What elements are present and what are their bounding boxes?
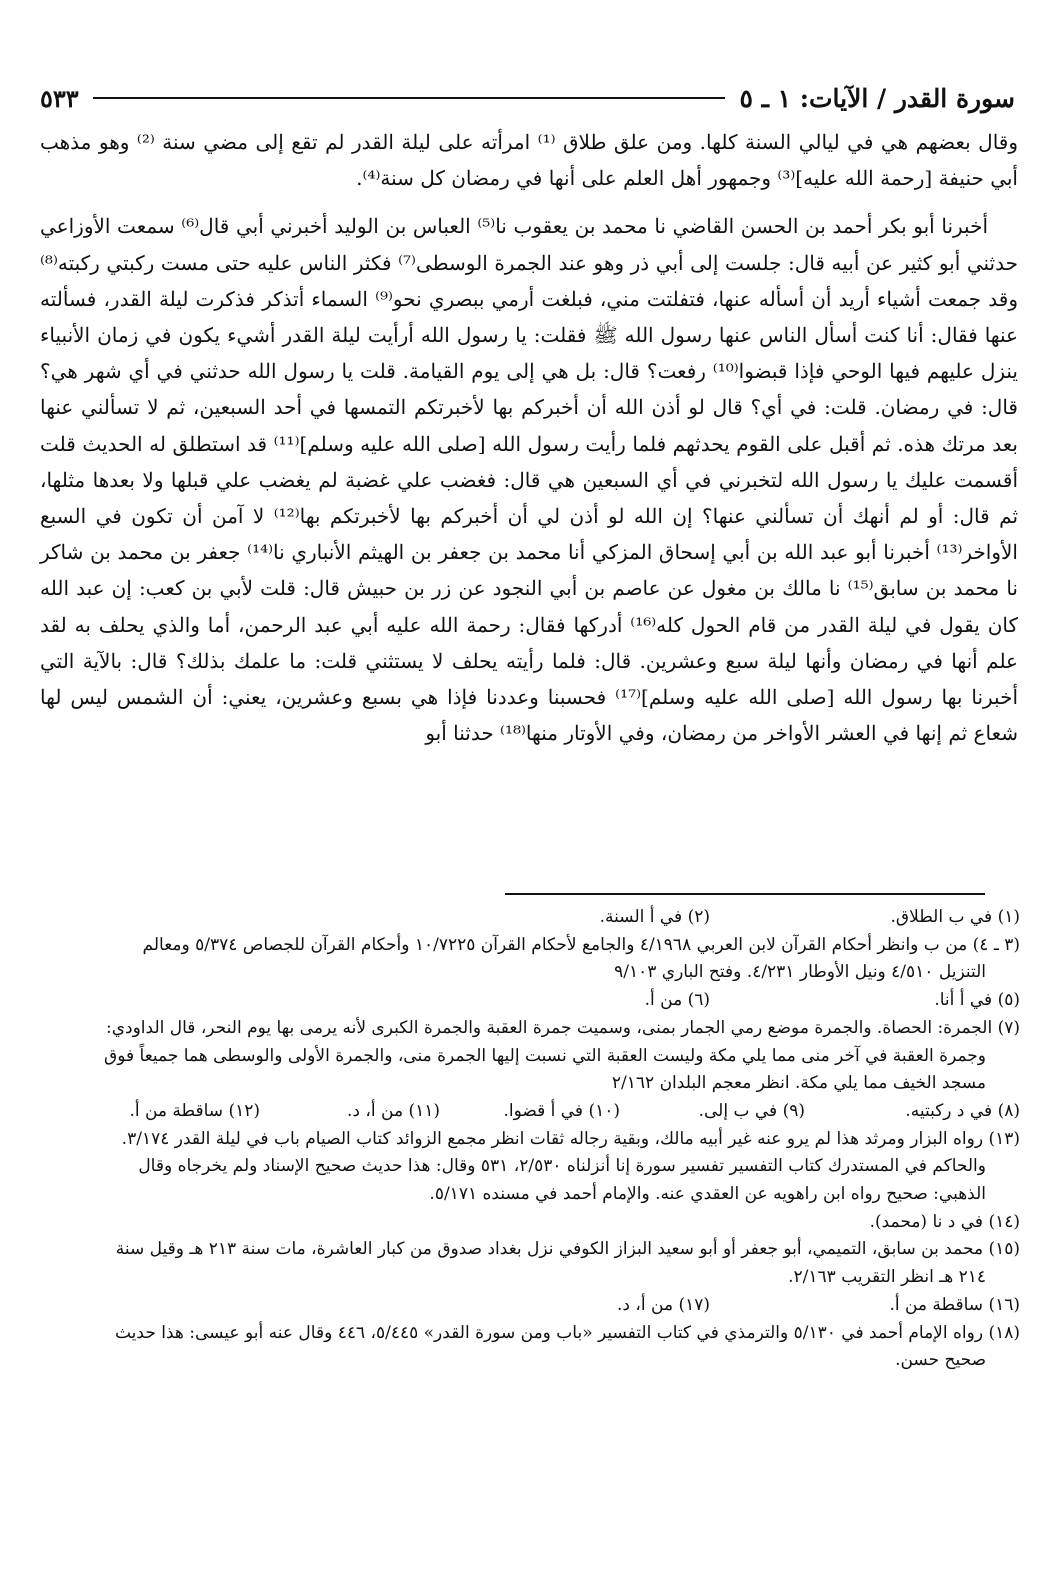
paragraph-1: وقال بعضهم هي في ليالي السنة كلها. ومن علق طلاق ⁽¹⁾ امرأته على ليلة القدر لم تقع إلى مضي سنة ⁽²⁾ وهو مذهب أبي حنيفة [رحمة الله عليه]⁽³⁾ وجمهور أهل العلم على أنها في رمضان كل سنة⁽⁴⁾. [40,130,1019,191]
footnote-row [38,904,1020,932]
footnote: (١٠) في أ قضوا. [503,1100,620,1121]
running-header [40,78,1015,118]
footnote-separator [505,893,985,895]
footnote: (١٧) من أ، د. [617,1294,710,1315]
paragraph-2: أخبرنا أبو بكر أحمد بن الحسن القاضي نا محمد بن يعقوب نا⁽⁵⁾ العباس بن الوليد أخبرني أبي قال⁽⁶⁾ سمعت الأوزاعي حدثني أبو كثير عن أبيه قال: جلست إلى أبي ذر وهو عند الجمرة الوسطى⁽⁷⁾ فكثر الناس عليه حتى مست ركبتي ركبته⁽⁸⁾ وقد جمعت أشياء أريد أن أسأله عنها، فتفلتت مني، فبلغت أرمي ببصري نحو⁽⁹⁾ السماء أتذكر فذكرت ليلة القدر، فسألته عنها فقال: أنا كنت أسأل الناس عنها رسول الله ﷺ فقلت: يا رسول الله أرأيت ليلة القدر أشيء يكون في زمان الأنبياء ينزل عليهم فيها الوحي فإذا قبضوا⁽¹⁰⁾ رفعت؟ قال: بل هي إلى يوم القيامة. قلت يا رسول الله حدثني في أي شهر هي؟ قال: في رمضان. قلت: في أي؟ قال لو أذن الله أن أخبركم بها لأخبرتكم التمسها في أحد السبعين، ثم لا تسألني عنها بعد مرتك هذه. ثم أقبل على القوم يحدثهم فلما رأيت رسول الله [صلى الله عليه وسلم]⁽¹¹⁾ قد استطلق له الحديث قلت أقسمت عليك يا رسول الله لتخبرني في أي السبعين هي قال: فغضب علي غضبة لم يغضب علي قبلها ولا بعدها مثلها، ثم قال: أو لم أنهك أن تسألني عنها؟ إن الله لو أذن لي أن أخبركم بها لأخبرتكم بها⁽¹²⁾ لا آمن أن تكون في السبع الأواخر⁽¹³⁾ أخبرنا أبو عبد الله بن أبي إسحاق المزكي أنا محمد بن جعفر بن الهيثم الأنباري نا⁽¹⁴⁾ جعفر بن محمد بن شاكر نا محمد بن سابق⁽¹⁵⁾ نا مالك بن مغول عن عاصم بن أبي النجود عن زر بن حبيش قال: قلت لأبي بن كعب: إن عبد الله كان يقول في ليلة القدر من قام الحول كله⁽¹⁶⁾ أدركها فقال: رحمة الله عليه أبي عبد الرحمن، أما والذي يحلف به لقد علم أنها في رمضان وأنها ليلة سبع وعشرين. قال: فلما رأيته يحلف لا يستثني قلت: ما علمك بذلك؟ قال: بالآية التي أخبرنا بها رسول الله [صلى الله عليه وسلم]⁽¹⁷⁾ فحسبنا وعددنا فإذا هي بسبع وعشرين، يعني: أن الشمس ليس لها شعاع ثم إنها في العشر الأواخر من رمضان، وفي الأوتار منها⁽¹⁸⁾ حدثنا أبو [40,214,1019,746]
footnote-continuation: وجمرة العقبة في آخر منى مما يلي مكة وليست العقبة التي نسبت إليها الجمرة منى، والجمرة الأولى والوسطى هما جميعاً فوق [104,1045,986,1066]
running-title: سورة القدر / الآيات: ١ ـ ٥ [739,83,1015,113]
header-rule [93,97,726,99]
footnote-row [38,987,1020,1015]
footnote-row [38,1098,1020,1126]
footnotes [38,904,1020,1375]
footnote: (٢) في أ السنة. [599,907,710,927]
footnote: (١٦) ساقطة من أ. [889,1294,1020,1315]
page-number: ٥٣٣ [40,83,79,113]
footnote: (٣ ـ ٤) من ب وانظر أحكام القرآن لابن العربي ٤/١٩٦٨ والجامع لأحكام القرآن ١٠/٧٢٢٥ وأحكام القرآن للجصاص ٥/٣٧٤ ومعالم [142,934,1020,955]
footnote: (٧) الجمرة: الحصاة. والجمرة موضع رمي الجمار بمنى، وسميت جمرة العقبة والجمرة الكبرى لأنه يرمى بها يوم النحر، قال الداودي: [105,1017,1020,1038]
footnote: (١٨) رواه الإمام أحمد في ٥/١٣٠ والترمذي في كتاب التفسير «باب ومن سورة القدر» ٥/٤٤٥، ٤٤٦ وقال عنه أبو عيسى: هذا حديث [114,1322,1020,1343]
footnote-continuation: ٢١٤ هـ انظر التقريب ٢/١٦٣. [788,1267,986,1288]
footnote-continuation: التنزيل ٤/٥١٠ ونيل الأوطار ٤/٢٣١. وفتح الباري ٩/١٠٣ [614,962,986,983]
main-text [40,124,1018,751]
footnote: (١٢) ساقطة من أ. [129,1100,260,1121]
footnote: (١١) من أ، د. [347,1100,440,1121]
footnote-continuation: مسجد الخيف مما يلي مكة. انظر معجم البلدان ٢/١٦٢ [611,1073,986,1094]
footnote-continuation: الذهبي: صحيح رواه ابن راهويه عن العقدي عنه. والإمام أحمد في مسنده ٥/١٧١. [429,1184,986,1205]
footnote-continuation: صحيح حسن. [895,1350,986,1371]
footnote: (١٣) رواه البزار ومرثد هذا لم يرو عنه غير أبيه مالك، وبقية رجاله ثقات انظر مجمع الزوائد كتاب الصيام باب في ليلة القدر ٣/١٧٤. [121,1128,1020,1149]
footnote: (١) في ب الطلاق. [890,907,1020,927]
footnote: (٦) من أ. [644,990,710,1011]
footnote: (٥) في أ أنا. [934,990,1020,1011]
footnote: (٩) في ب إلى. [698,1100,805,1121]
footnote: (١٤) في د نا (محمد). [869,1211,1020,1232]
footnote-continuation: والحاكم في المستدرك كتاب التفسير تفسير سورة إنا أنزلناه ٢/٥٣٠، ٥٣١ وقال: هذا حديث صحيح الإسناد ولم يخرجاه وقال [138,1156,986,1177]
footnote: (١٥) محمد بن سابق، التميمي، أبو جعفر أو أبو سعيد البزاز الكوفي نزل بغداد صدوق من كبار العاشرة، مات سنة ٢١٣ هـ وقيل سنة [115,1239,1020,1260]
footnote-row [38,1292,1020,1320]
footnote: (٨) في د ركبتيه. [905,1100,1020,1121]
